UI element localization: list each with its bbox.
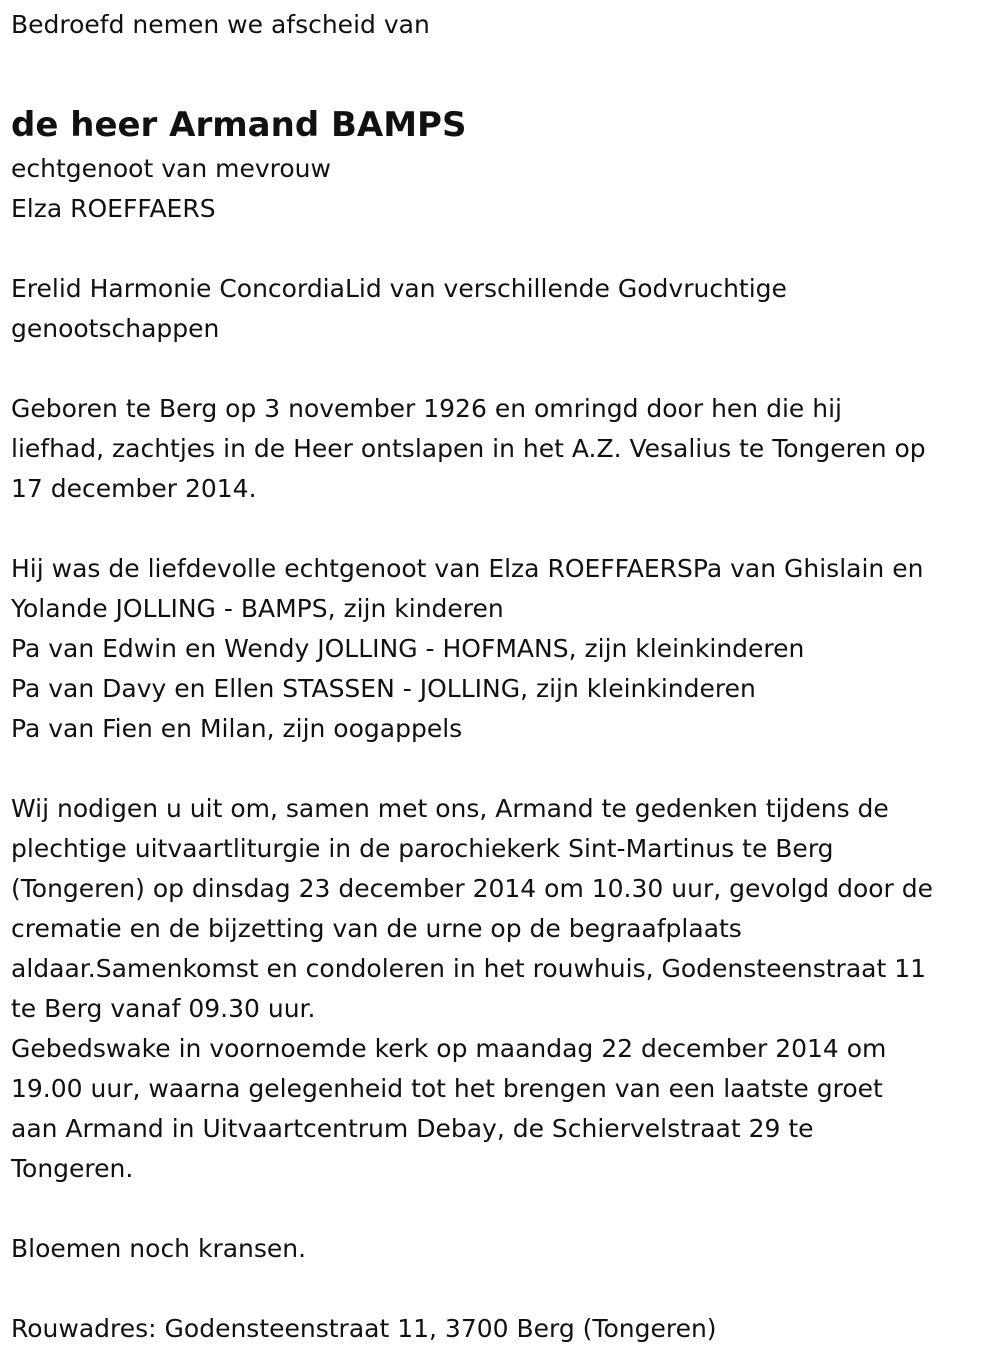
family-line: Pa van Fien en Milan, zijn oogappels — [11, 714, 463, 743]
spouse-line: Elza ROEFFAERS — [11, 194, 216, 223]
spacer — [11, 749, 991, 789]
birth-death-line: liefhad, zachtjes in de Heer ontslapen in het A.Z. Vesalius te Tongeren op — [11, 434, 926, 463]
spouse-line: echtgenoot van mevrouw — [11, 154, 331, 183]
ceremony-line: Gebedswake in voornoemde kerk op maandag 22 december 2014 om — [11, 1034, 887, 1063]
family-line: Pa van Davy en Ellen STASSEN - JOLLING, zijn kleinkinderen — [11, 674, 756, 703]
ceremony-line: Wij nodigen u uit om, samen met ons, Armand te gedenken tijdens de — [11, 794, 889, 823]
spacer — [11, 1189, 991, 1229]
memberships-section — [11, 269, 991, 349]
ceremony-section — [11, 789, 991, 1189]
ceremony-line: Tongeren. — [11, 1154, 134, 1183]
ceremony-line: aan Armand in Uitvaartcentrum Debay, de Schiervelstraat 29 te — [11, 1114, 814, 1143]
family-section — [11, 549, 991, 749]
family-line: Pa van Edwin en Wendy JOLLING - HOFMANS, zijn kleinkinderen — [11, 634, 805, 663]
spacer — [11, 1269, 991, 1309]
spacer — [11, 349, 991, 389]
spacer — [11, 229, 991, 269]
flowers-note: Bloemen noch kransen. — [11, 1234, 307, 1263]
memberships-line: Erelid Harmonie ConcordiaLid van verschillende Godvruchtige — [11, 274, 787, 303]
ceremony-line: te Berg vanaf 09.30 uur. — [11, 994, 316, 1023]
ceremony-line: plechtige uitvaartliturgie in de parochiekerk Sint-Martinus te Berg — [11, 834, 834, 863]
mourning-address: Rouwadres: Godensteenstraat 11, 3700 Berg (Tongeren) — [11, 1314, 717, 1343]
ceremony-line: crematie en de bijzetting van de urne op de begraafplaats — [11, 914, 742, 943]
birth-death-line: Geboren te Berg op 3 november 1926 en omringd door hen die hij — [11, 394, 842, 423]
deceased-name: de heer Armand BAMPS — [11, 105, 467, 145]
birth-death-line: 17 december 2014. — [11, 474, 257, 503]
spacer — [11, 509, 991, 549]
memberships-line: genootschappen — [11, 314, 220, 343]
ceremony-line: 19.00 uur, waarna gelegenheid tot het brengen van een laatste groet — [11, 1074, 883, 1103]
birth-death-section — [11, 389, 991, 509]
ceremony-line: (Tongeren) op dinsdag 23 december 2014 om 10.30 uur, gevolgd door de — [11, 874, 934, 903]
intro-text: Bedroefd nemen we afscheid van — [11, 10, 430, 39]
family-line: Yolande JOLLING - BAMPS, zijn kinderen — [11, 594, 504, 623]
obituary-document — [11, 5, 991, 1349]
ceremony-line: aldaar.Samenkomst en condoleren in het rouwhuis, Godensteenstraat 11 — [11, 954, 927, 983]
family-line: Hij was de liefdevolle echtgenoot van Elza ROEFFAERSPa van Ghislain en — [11, 554, 924, 583]
spouse-section — [11, 149, 991, 229]
